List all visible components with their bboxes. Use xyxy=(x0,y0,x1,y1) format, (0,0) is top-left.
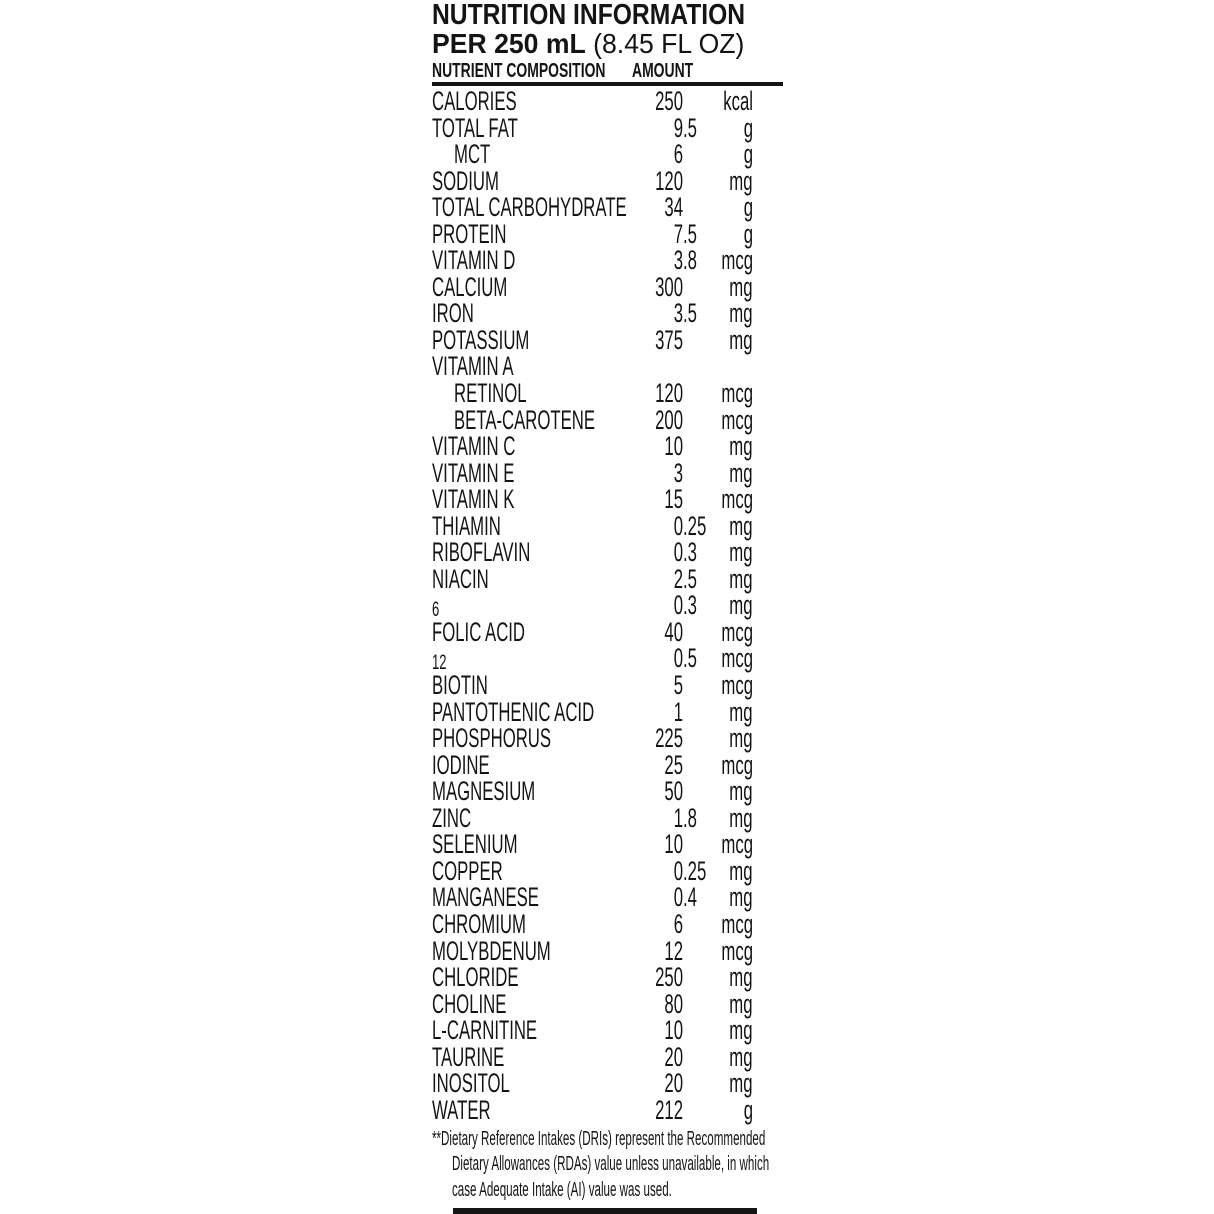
amount-unit xyxy=(432,908,753,939)
amount-unit-text: mg xyxy=(729,537,753,568)
table-row xyxy=(432,88,783,115)
amount-unit-text: mg xyxy=(729,431,753,462)
amount-unit-text: g xyxy=(743,112,753,143)
table-row xyxy=(432,725,783,752)
amount-unit-text: mg xyxy=(729,510,753,541)
amount-unit-text: mcg xyxy=(721,670,753,701)
amount-int-text: 10 xyxy=(664,431,683,462)
amount-unit-text: mcg xyxy=(721,378,753,409)
amount-unit xyxy=(432,802,753,833)
amount-int-text: 6 xyxy=(673,908,683,939)
amount-unit xyxy=(432,404,753,435)
amount-unit-text: mg xyxy=(729,1041,753,1072)
amount-unit-text: mg xyxy=(729,1068,753,1099)
amount-unit-text: mcg xyxy=(721,935,753,966)
amount-unit xyxy=(432,884,753,911)
footnote-text: case Adequate Intake (AI) value was used. xyxy=(452,1178,672,1201)
amount-int-text: 20 xyxy=(664,1068,683,1099)
table-row xyxy=(432,1070,783,1097)
table-row xyxy=(432,616,783,647)
amount-unit xyxy=(432,935,753,966)
amount-frac-text: .8 xyxy=(683,245,697,276)
amount-int-text: 5 xyxy=(673,670,683,701)
amount-unit-text: mg xyxy=(729,855,753,886)
amount-unit xyxy=(432,725,753,752)
amount-unit-text: mcg xyxy=(721,616,753,647)
amount-unit xyxy=(432,1041,753,1072)
amount-unit xyxy=(432,590,753,622)
amount-unit-text: mg xyxy=(729,271,753,302)
amount-unit-text: mcg xyxy=(721,245,753,276)
amount-int-text: 120 xyxy=(655,378,683,409)
amount-unit-text: mg xyxy=(729,563,753,594)
amount-unit xyxy=(432,964,753,991)
column-header-nutrient: NUTRIENT COMPOSITION xyxy=(432,59,606,82)
amount-unit-text: mg xyxy=(729,1015,753,1046)
amount-unit xyxy=(432,749,753,780)
amount-int-text: 0 xyxy=(673,510,683,541)
table-row xyxy=(432,112,783,143)
amount-frac-text: .5 xyxy=(683,643,697,674)
amount-unit xyxy=(432,247,753,274)
amount-frac-text: .25 xyxy=(683,855,707,886)
nutrient-label-text: CHROMIUM xyxy=(432,908,526,939)
amount-int-text: 7 xyxy=(673,218,683,249)
serving-size-note: (8.45 FL OZ) xyxy=(585,28,745,59)
table-row xyxy=(432,324,783,355)
amount-int-text: 2 xyxy=(673,563,683,594)
amount-int-text: 20 xyxy=(664,1041,683,1072)
nutrient-label-text: TOTAL CARBOHYDRATE xyxy=(432,192,627,223)
amount-unit xyxy=(432,165,753,196)
amount-unit xyxy=(432,486,753,513)
amount-int-text: 9 xyxy=(673,112,683,143)
nutrient-label-text: IODINE xyxy=(432,749,490,780)
nutrient-label-text: POTASSIUM xyxy=(432,324,530,355)
nutrient-label-subscript: 6 xyxy=(432,598,440,622)
amount-unit-text: mg xyxy=(729,723,753,754)
table-row xyxy=(432,218,783,249)
amount-int-text: 225 xyxy=(655,723,683,754)
amount-unit-text: kcal xyxy=(723,86,753,116)
table-row xyxy=(432,590,783,622)
amount-unit-text: mg xyxy=(729,988,753,1019)
table-row xyxy=(432,194,783,221)
amount-int-text: 3 xyxy=(673,298,683,329)
nutrient-label-text: NIACIN xyxy=(432,563,489,594)
bottom-bar xyxy=(453,1208,757,1214)
amount-unit-text: mg xyxy=(729,962,753,993)
table-row xyxy=(432,486,783,513)
amount-int-text: 0 xyxy=(673,855,683,886)
amount-unit xyxy=(432,218,753,249)
amount-unit xyxy=(432,300,753,327)
nutrient-label-text: BIOTIN xyxy=(432,670,488,701)
table-row xyxy=(432,247,783,274)
amount-int-text: 0 xyxy=(673,537,683,568)
amount-unit xyxy=(432,433,753,460)
nutrient-label-text: BETA-CAROTENE xyxy=(454,404,596,435)
table-row xyxy=(432,855,783,886)
table-row xyxy=(432,696,783,727)
table-row xyxy=(432,457,783,488)
amount-int-text: 10 xyxy=(664,829,683,860)
table-row xyxy=(432,300,783,327)
amount-unit xyxy=(432,539,753,566)
amount-unit xyxy=(432,271,753,302)
nutrient-label-text: INOSITOL xyxy=(432,1068,510,1099)
table-row xyxy=(432,510,783,541)
amount-unit xyxy=(432,778,753,805)
amount-int-text: 0 xyxy=(673,882,683,913)
table-row xyxy=(432,380,783,407)
nutrient-label-text: IRON xyxy=(432,298,474,329)
amount-unit-text: mcg xyxy=(721,749,753,780)
nutrient-label-subscript: 12 xyxy=(432,651,447,675)
nutrient-label-text: MOLYBDENUM xyxy=(432,935,551,966)
amount-int-text: 300 xyxy=(655,271,683,302)
table-row xyxy=(432,1094,783,1125)
nutrient-label-text: RETINOL xyxy=(454,378,527,409)
amount-int-text: 80 xyxy=(664,988,683,1019)
amount-int-text: 375 xyxy=(655,324,683,355)
amount-unit xyxy=(432,616,753,647)
amount-int-text: 250 xyxy=(655,962,683,993)
table-row xyxy=(432,778,783,805)
nutrient-label-text: CHOLINE xyxy=(432,988,507,1019)
amount-int-text: 212 xyxy=(655,1094,683,1125)
amount-unit xyxy=(432,1017,753,1044)
amount-unit xyxy=(432,194,753,221)
nutrient-label-text: L-CARNITINE xyxy=(432,1015,538,1046)
nutrient-label-text: VITAMIN E xyxy=(432,457,515,488)
amount-unit-text: mg xyxy=(729,324,753,355)
amount-unit-text: mg xyxy=(729,165,753,196)
amount-unit xyxy=(432,510,753,541)
amount-unit xyxy=(432,112,753,143)
footnote-line xyxy=(432,1178,1007,1203)
amount-int-text: 120 xyxy=(655,165,683,196)
amount-frac-text: .4 xyxy=(683,882,697,913)
amount-frac-text: .3 xyxy=(683,537,697,568)
amount-int-text: 34 xyxy=(664,192,683,223)
amount-unit-text: mcg xyxy=(721,484,753,515)
nutrient-label-text: CALCIUM xyxy=(432,271,508,302)
amount-int-text: 1 xyxy=(673,696,683,727)
amount-unit-text: mg xyxy=(729,776,753,807)
footnote-text: Dietary Allowances (RDAs) value unless unavailable, in which xyxy=(452,1153,770,1176)
nutrient-label-text: MCT xyxy=(454,139,491,170)
table-row xyxy=(432,988,783,1019)
table-row xyxy=(432,884,783,911)
table-row xyxy=(432,141,783,168)
amount-unit-text: g xyxy=(743,139,753,170)
footnote-line xyxy=(432,1127,1007,1152)
nutrient-label-text: WATER xyxy=(432,1094,491,1125)
amount-int-text: 200 xyxy=(655,404,683,435)
amount-int-text: 3 xyxy=(673,245,683,276)
amount-unit xyxy=(432,324,753,355)
amount-unit-text: mg xyxy=(729,882,753,913)
amount-unit xyxy=(432,563,753,594)
table-row xyxy=(432,563,783,594)
amount-unit-text: mg xyxy=(729,298,753,329)
amount-int-text: 0 xyxy=(673,590,683,621)
nutrient-label-text: MANGANESE xyxy=(432,882,539,913)
amount-int-text: 12 xyxy=(664,935,683,966)
footnote-text: Dietary Reference Intakes (DRIs) represent the Recommended xyxy=(441,1128,766,1150)
table-row xyxy=(432,271,783,302)
column-headers xyxy=(432,60,783,82)
amount-int-text: 0 xyxy=(673,643,683,674)
page-title-text: NUTRITION INFORMATION xyxy=(432,0,746,31)
nutrient-label-text: MAGNESIUM xyxy=(432,776,536,807)
footnote-marker: ** xyxy=(432,1128,442,1150)
nutrient-label-text: TAURINE xyxy=(432,1041,505,1072)
amount-unit xyxy=(432,88,753,115)
amount-unit-text: mg xyxy=(729,457,753,488)
amount-unit xyxy=(432,141,753,168)
amount-unit xyxy=(432,353,753,380)
amount-unit-text: mcg xyxy=(721,908,753,939)
amount-unit xyxy=(432,672,753,699)
nutrient-label-text: TOTAL FAT xyxy=(432,112,518,143)
nutrient-label-text: CHLORIDE xyxy=(432,962,519,993)
table-row xyxy=(432,935,783,966)
amount-frac-text: .8 xyxy=(683,802,697,833)
amount-int-text: 1 xyxy=(673,802,683,833)
table-row xyxy=(432,908,783,939)
amount-unit xyxy=(432,457,753,488)
amount-int-text: 15 xyxy=(664,484,683,515)
amount-unit xyxy=(432,380,753,407)
nutrient-label-text: VITAMIN C xyxy=(432,431,516,462)
footnote xyxy=(432,1127,1007,1203)
amount-int-text: 3 xyxy=(673,457,683,488)
amount-unit-text: mg xyxy=(729,696,753,727)
table-row xyxy=(432,1041,783,1072)
nutrient-label-text: VITAMIN A xyxy=(432,351,514,382)
nutrient-label-text: THIAMIN xyxy=(432,510,501,541)
amount-unit xyxy=(432,1094,753,1125)
amount-int-text: 6 xyxy=(673,139,683,170)
amount-unit-text: g xyxy=(743,218,753,249)
amount-frac-text: .5 xyxy=(683,112,697,143)
table-row xyxy=(432,802,783,833)
amount-unit-text: mcg xyxy=(721,404,753,435)
table-row xyxy=(432,1017,783,1044)
amount-unit-text: g xyxy=(743,192,753,223)
amount-unit-text: mcg xyxy=(721,643,753,674)
amount-unit xyxy=(432,831,753,858)
nutrient-label-text: PROTEIN xyxy=(432,218,507,249)
amount-unit xyxy=(432,643,753,675)
nutrient-label-text: COPPER xyxy=(432,855,503,886)
amount-frac-text: .5 xyxy=(683,218,697,249)
amount-int-text: 40 xyxy=(664,616,683,647)
table-row xyxy=(432,539,783,566)
page-title xyxy=(432,1,800,30)
amount-frac-text: .5 xyxy=(683,563,697,594)
footnote-line xyxy=(432,1152,1007,1177)
amount-unit xyxy=(432,855,753,886)
nutrient-label-text: VITAMIN D xyxy=(432,245,516,276)
amount-unit xyxy=(432,1070,753,1097)
table-row xyxy=(432,433,783,460)
amount-unit-text: g xyxy=(743,1094,753,1125)
nutrient-label-text: PHOSPHORUS xyxy=(432,723,552,754)
serving-size-bold: PER 250 mL xyxy=(432,28,586,59)
amount-frac-text: .25 xyxy=(683,510,707,541)
amount-int-text: 50 xyxy=(664,776,683,807)
nutrient-label-text: CALORIES xyxy=(432,86,517,116)
table-row xyxy=(432,672,783,699)
label-content xyxy=(432,0,783,1214)
amount-int-text: 10 xyxy=(664,1015,683,1046)
serving-size xyxy=(432,30,761,58)
nutrient-label-text: PANTOTHENIC ACID xyxy=(432,696,595,727)
amount-unit xyxy=(432,988,753,1019)
table-row xyxy=(432,165,783,196)
amount-frac-text: .5 xyxy=(683,298,697,329)
nutrient-label-text: ZINC xyxy=(432,802,472,833)
table-row xyxy=(432,404,783,435)
nutrient-label-text: SODIUM xyxy=(432,165,499,196)
amount-frac-text: .3 xyxy=(683,590,697,621)
table-row xyxy=(432,831,783,858)
amount-unit-text: mcg xyxy=(721,829,753,860)
amount-int-text: 25 xyxy=(664,749,683,780)
nutrient-table xyxy=(432,88,783,1123)
nutrient-label-text: FOLIC ACID xyxy=(432,616,526,647)
table-row xyxy=(432,964,783,991)
table-row xyxy=(432,353,783,380)
nutrient-label-text: VITAMIN K xyxy=(432,484,515,515)
table-row xyxy=(432,749,783,780)
amount-unit-text: mg xyxy=(729,590,753,621)
amount-unit xyxy=(432,696,753,727)
table-row xyxy=(432,643,783,675)
column-header-amount: AMOUNT xyxy=(632,59,694,82)
nutrient-label-text: RIBOFLAVIN xyxy=(432,537,531,568)
amount-unit-text: mg xyxy=(729,802,753,833)
amount-int-text: 250 xyxy=(655,86,683,116)
nutrient-label-text: SELENIUM xyxy=(432,829,518,860)
